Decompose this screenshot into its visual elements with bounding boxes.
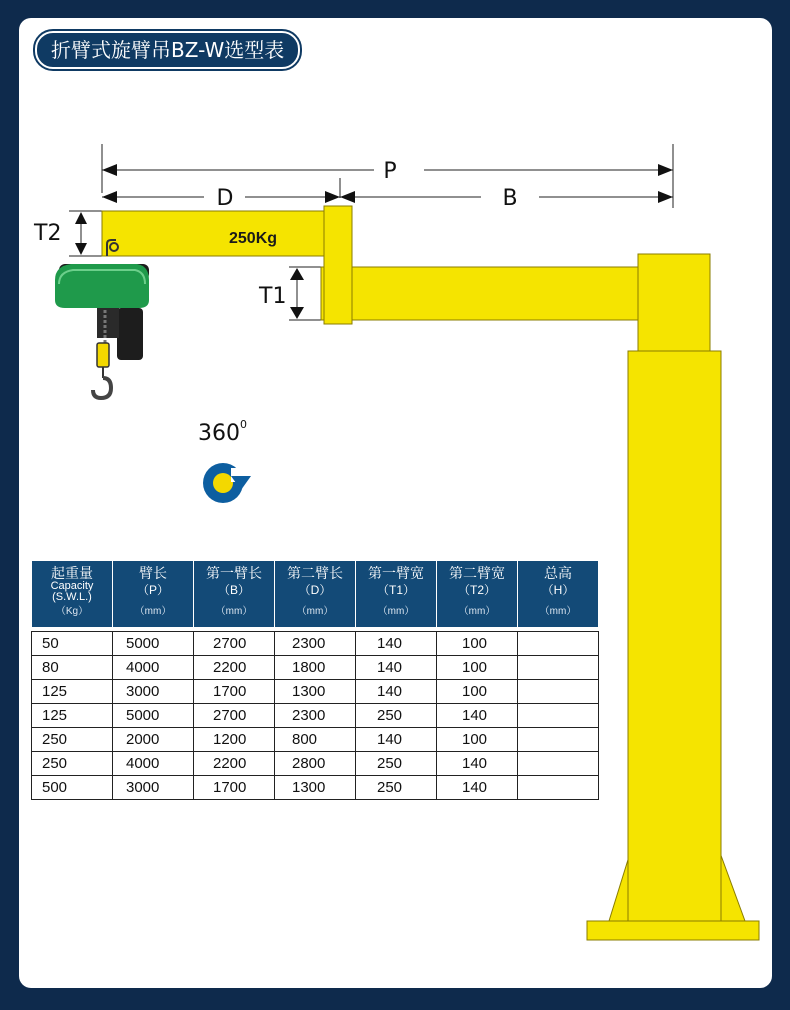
table-cell <box>518 728 599 752</box>
table-cell <box>518 776 599 800</box>
header-label: 臂长 <box>139 565 167 581</box>
table-cell <box>32 776 113 800</box>
table-row <box>32 632 599 656</box>
jib-crane-diagram <box>19 18 772 988</box>
header-b <box>194 561 275 628</box>
table-cell-value: 140 <box>377 731 403 748</box>
table-cell <box>356 656 437 680</box>
table-cell-value: 2200 <box>213 755 247 772</box>
table-cell <box>518 632 599 656</box>
table-cell-value: 100 <box>462 731 488 748</box>
header-unit: （Kg） <box>55 606 89 617</box>
table-cell-value: 250 <box>377 779 403 796</box>
table-cell <box>356 752 437 776</box>
table-cell <box>356 728 437 752</box>
table-cell <box>32 632 113 656</box>
table-cell <box>113 656 194 680</box>
table-cell-value: 1300 <box>292 683 326 700</box>
table-cell-value: 3000 <box>126 683 160 700</box>
table-cell <box>113 632 194 656</box>
table-cell-value: 250 <box>377 707 403 724</box>
second-arm <box>102 211 324 256</box>
table-cell <box>437 752 518 776</box>
table-cell <box>113 680 194 704</box>
header-unit: （mm） <box>539 606 577 617</box>
table-cell-value: 250 <box>42 755 68 772</box>
header-unit: （mm） <box>134 606 172 617</box>
chain-hoist-icon <box>55 240 149 398</box>
header-p <box>113 561 194 628</box>
table-cell <box>437 776 518 800</box>
header-unit: （mm） <box>458 606 496 617</box>
table-cell-value: 140 <box>462 779 488 796</box>
first-arm <box>321 267 638 320</box>
dim-label-d: D <box>216 186 234 211</box>
table-cell <box>437 704 518 728</box>
header-sub: （T1） <box>376 583 415 597</box>
header-label: 总高 <box>544 565 572 581</box>
table-cell-value: 2300 <box>292 707 326 724</box>
table-cell-value: 1200 <box>213 731 247 748</box>
header-sub: Capacity <box>50 580 94 592</box>
table-cell-value: 3000 <box>126 779 160 796</box>
page-title: 折臂式旋臂吊BZ-W选型表 <box>35 31 300 69</box>
table-cell <box>275 728 356 752</box>
table-cell-value: 1700 <box>213 683 247 700</box>
table-cell <box>437 656 518 680</box>
table-cell-value: 125 <box>42 683 68 700</box>
load-label: 250Kg <box>229 230 278 247</box>
table-cell <box>32 704 113 728</box>
header-sub: （B） <box>217 583 250 597</box>
table-cell-value: 250 <box>42 731 68 748</box>
header-unit: （mm） <box>377 606 415 617</box>
table-cell-value: 1300 <box>292 779 326 796</box>
table-cell-value: 80 <box>42 659 59 676</box>
table-cell <box>518 656 599 680</box>
dim-label-b: B <box>502 186 518 211</box>
header-capacity <box>32 561 113 628</box>
table-cell <box>275 776 356 800</box>
table-row <box>32 704 599 728</box>
table-cell <box>275 680 356 704</box>
table-cell <box>356 632 437 656</box>
header-label: 第二臂长 <box>287 565 343 581</box>
table-cell <box>113 776 194 800</box>
column <box>628 351 721 921</box>
table-cell <box>275 656 356 680</box>
header-sub: （T2） <box>457 583 496 597</box>
table-body <box>32 628 599 800</box>
dim-label-t2: T2 <box>34 221 62 246</box>
table-cell-value: 500 <box>42 779 68 796</box>
table-cell <box>518 680 599 704</box>
spec-table <box>31 560 599 800</box>
table-cell <box>113 728 194 752</box>
base-plate <box>587 921 759 940</box>
table-cell <box>32 752 113 776</box>
table-cell <box>275 752 356 776</box>
table-row <box>32 656 599 680</box>
header-sub: （D） <box>298 583 332 597</box>
table-row <box>32 680 599 704</box>
table-cell-value: 1700 <box>213 779 247 796</box>
table-cell <box>32 728 113 752</box>
table-cell <box>194 752 275 776</box>
table-cell <box>356 680 437 704</box>
table-cell-value: 4000 <box>126 659 160 676</box>
table-cell-value: 100 <box>462 659 488 676</box>
table-cell-value: 2000 <box>126 731 160 748</box>
table-cell <box>194 704 275 728</box>
table-cell <box>113 704 194 728</box>
dim-label-p: P <box>383 159 397 184</box>
spec-card <box>19 18 772 988</box>
table-cell <box>437 728 518 752</box>
header-label: 第一臂宽 <box>368 565 424 581</box>
table-row <box>32 776 599 800</box>
arm-joint <box>324 206 352 324</box>
rotate-360-icon <box>203 463 251 503</box>
table-cell <box>275 632 356 656</box>
header-t1 <box>356 561 437 628</box>
table-cell <box>194 728 275 752</box>
header-h <box>518 561 599 628</box>
table-cell-value: 4000 <box>126 755 160 772</box>
table-cell <box>518 752 599 776</box>
table-cell <box>194 680 275 704</box>
table-cell <box>275 704 356 728</box>
table-cell <box>356 704 437 728</box>
table-cell-value: 140 <box>377 659 403 676</box>
table-cell-value: 250 <box>377 755 403 772</box>
table-cell <box>194 632 275 656</box>
table-cell <box>437 680 518 704</box>
table-cell <box>437 632 518 656</box>
column-head <box>638 254 710 351</box>
header-unit: （mm） <box>215 606 253 617</box>
table-cell-value: 140 <box>377 683 403 700</box>
table-cell <box>32 680 113 704</box>
table-row <box>32 752 599 776</box>
header-label: 起重量 <box>51 565 93 581</box>
table-cell-value: 5000 <box>126 635 160 652</box>
dim-label-t1: T1 <box>259 284 287 309</box>
table-cell-value: 5000 <box>126 707 160 724</box>
table-cell-value: 140 <box>462 707 488 724</box>
header-label: 第二臂宽 <box>449 565 505 581</box>
table-cell-value: 125 <box>42 707 68 724</box>
table-row <box>32 728 599 752</box>
table-cell-value: 2800 <box>292 755 326 772</box>
header-sub-extra: (S.W.L.) <box>52 591 92 603</box>
table-cell-value: 2700 <box>213 707 247 724</box>
table-cell <box>518 704 599 728</box>
rotation-label: $360^0$ <box>198 418 247 446</box>
table-cell-value: 2300 <box>292 635 326 652</box>
table-cell <box>356 776 437 800</box>
table-cell-value: 100 <box>462 635 488 652</box>
table-cell-value: 2200 <box>213 659 247 676</box>
table-cell-value: 1800 <box>292 659 326 676</box>
table-cell-value: 50 <box>42 635 59 652</box>
header-sub: （H） <box>541 583 575 597</box>
table-header-row <box>32 561 599 628</box>
table-cell <box>194 776 275 800</box>
header-d <box>275 561 356 628</box>
table-cell-value: 140 <box>462 755 488 772</box>
header-t2 <box>437 561 518 628</box>
table-cell-value: 140 <box>377 635 403 652</box>
table-cell-value: 100 <box>462 683 488 700</box>
table-cell <box>194 656 275 680</box>
header-unit: （mm） <box>296 606 334 617</box>
table-cell <box>113 752 194 776</box>
table-cell-value: 800 <box>292 731 318 748</box>
header-label: 第一臂长 <box>206 565 262 581</box>
table-cell-value: 2700 <box>213 635 247 652</box>
table-cell <box>32 656 113 680</box>
header-sub: （P） <box>136 583 169 597</box>
